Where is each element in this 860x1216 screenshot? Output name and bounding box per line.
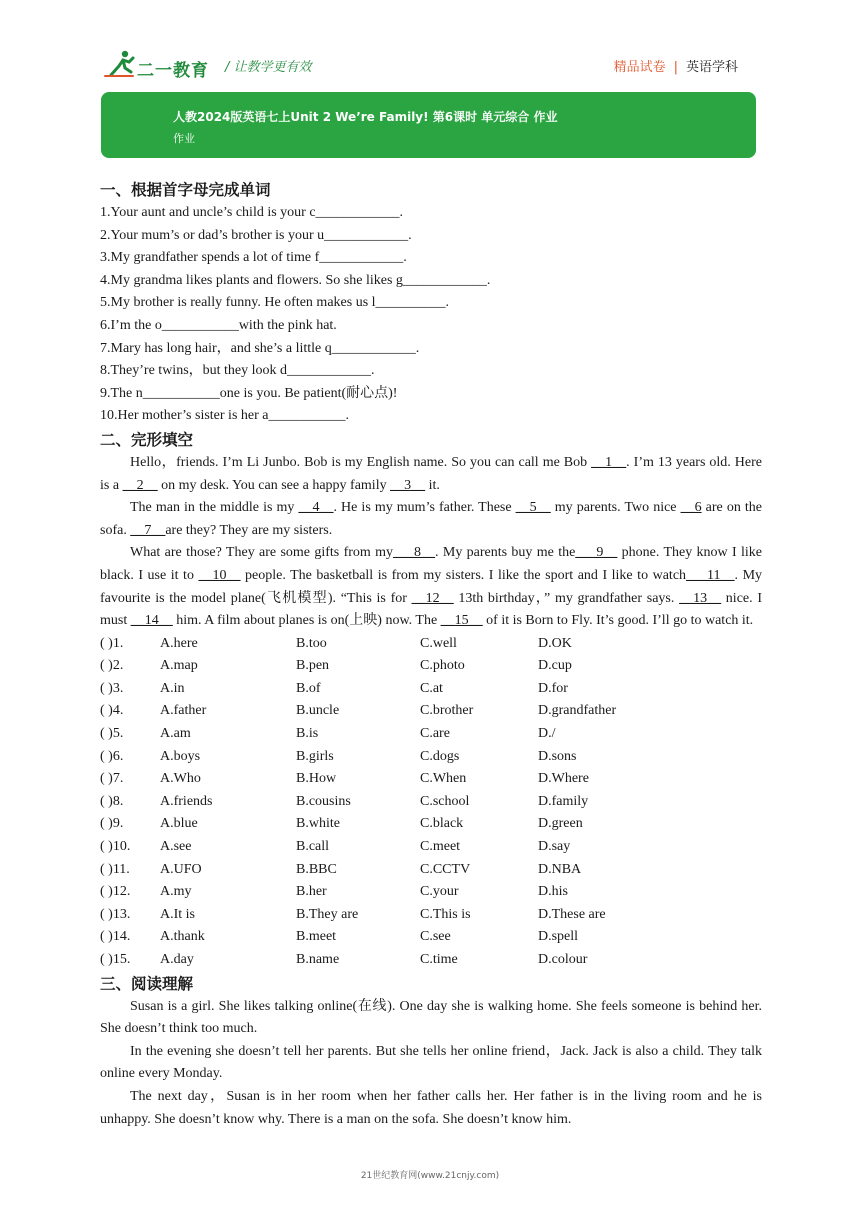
option-row <box>100 949 762 972</box>
option-row <box>100 746 762 769</box>
option-a: A.Who <box>160 771 201 787</box>
cloze-text: of it is Born to Fly. It’s good. I’ll go to watch it. <box>482 613 754 629</box>
banner-title: 人教2024版英语七上Unit 2 We’re Family! 第6课时 单元综合 作业 <box>173 110 558 124</box>
option-row <box>100 678 762 701</box>
option-b: B.her <box>296 884 327 900</box>
page-header <box>103 48 758 82</box>
option-a: A.am <box>160 726 191 742</box>
banner-subtitle: 作业 <box>173 132 195 145</box>
option-d: D./ <box>538 726 556 742</box>
option-c: C.When <box>420 771 467 787</box>
option-num: ( )2. <box>100 658 124 674</box>
cloze-text: 13th birthday，” my grandfather says. <box>453 590 680 606</box>
cloze-text: nice. I must <box>100 590 762 629</box>
cloze-blank: __7__ <box>130 522 166 538</box>
option-a: A.thank <box>160 929 205 945</box>
cloze-blank: ___11__ <box>686 567 735 583</box>
option-a: A.father <box>160 703 207 719</box>
q-item: 9.The n___________one is you. Be patient(耐心点)! <box>100 385 398 401</box>
option-a: A.It is <box>160 906 195 922</box>
option-num: ( )13. <box>100 906 131 922</box>
header-tags <box>614 56 738 75</box>
option-c: C.photo <box>420 658 465 674</box>
cloze-text: him. A film about planes is on(上映) now. The <box>172 613 441 629</box>
option-b: B.too <box>296 635 327 651</box>
option-row <box>100 723 762 746</box>
option-b: B.of <box>296 680 321 696</box>
option-c: C.black <box>420 816 464 832</box>
option-row <box>100 813 762 836</box>
cloze-text: are on the sofa. <box>100 500 762 538</box>
option-b: B.is <box>296 726 319 742</box>
cloze-paragraph-2 <box>100 497 762 542</box>
q-item: 8.They’re twins，but they look d____________. <box>100 363 375 379</box>
section-3-title: 三、阅读理解 <box>100 974 194 993</box>
option-d: D.colour <box>538 952 588 967</box>
section-1-title: 一、根据首字母完成单词 <box>100 181 271 199</box>
option-num: ( )3. <box>100 680 124 696</box>
option-b: B.name <box>296 952 340 967</box>
option-a: A.my <box>160 884 192 900</box>
q-item: 4.My grandma likes plants and flowers. So she likes g____________. <box>100 272 491 288</box>
option-c: C.This is <box>420 906 471 922</box>
title-banner <box>101 92 756 158</box>
option-d: D.family <box>538 793 589 809</box>
option-num: ( )4. <box>100 703 124 719</box>
cloze-paragraph-1 <box>100 452 762 497</box>
cloze-text: The man in the middle is my <box>130 500 299 516</box>
cloze-blank: __4__ <box>298 500 334 516</box>
option-c: C.school <box>420 793 470 809</box>
slogan: / 让教学更有效 <box>225 60 312 75</box>
reading-paragraph-1: Susan is a girl. She likes talking online(在线). One day she is walking home. She feels someone is behind her. She doesn’t think too much. <box>100 998 762 1037</box>
option-num: ( )9. <box>100 816 124 832</box>
cloze-text: phone. They know I like black. I use it to <box>100 545 762 583</box>
option-a: A.UFO <box>160 861 202 877</box>
cloze-text: on my desk. You can see a happy family <box>157 477 391 493</box>
option-num: ( )11. <box>100 861 130 877</box>
cloze-blank: __10__ <box>198 567 241 583</box>
option-num: ( )5. <box>100 726 124 742</box>
q-item: 1.Your aunt and uncle’s child is your c____________. <box>100 205 404 220</box>
option-b: B.uncle <box>296 703 340 719</box>
cloze-text: my parents. Two nice <box>550 500 681 516</box>
brand-name: 二一教育 <box>137 61 209 81</box>
cloze-blank: ___8__ <box>393 545 436 561</box>
cloze-text: . He is my mum’s father. These <box>333 500 516 516</box>
option-c: C.your <box>420 884 459 900</box>
cloze-text: . My favourite is the model plane(飞机模型). “This is for <box>100 567 763 606</box>
option-row <box>100 836 762 859</box>
q-item: 5.My brother is really funny. He often makes us l__________. <box>100 295 450 311</box>
option-a: A.friends <box>160 793 213 809</box>
option-d: D.OK <box>538 635 572 651</box>
option-row <box>100 881 762 904</box>
option-num: ( )6. <box>100 748 124 764</box>
option-c: C.time <box>420 952 458 967</box>
option-d: D.grandfather <box>538 703 617 719</box>
cloze-text: people. The basketball is from my sisters. I like the sport and I like to watch <box>240 567 687 583</box>
option-row <box>100 859 762 882</box>
cloze-text: Hello，friends. I’m Li Junbo. Bob is my English name. So you can call me Bob <box>130 454 592 470</box>
cloze-blank: __14__ <box>130 613 173 629</box>
cloze-blank: ___9__ <box>575 545 618 561</box>
option-row <box>100 926 762 949</box>
cloze-blank: __13__ <box>679 590 722 606</box>
option-d: D.Where <box>538 771 589 787</box>
option-d: D.cup <box>538 658 572 674</box>
option-a: A.in <box>160 680 185 696</box>
cloze-options <box>100 633 762 972</box>
option-c: C.CCTV <box>420 861 471 877</box>
option-b: B.pen <box>296 658 330 674</box>
option-d: D.spell <box>538 929 579 945</box>
option-d: D.his <box>538 884 568 900</box>
cloze-text: are they? They are my sisters. <box>165 522 333 538</box>
option-b: B.BBC <box>296 861 337 877</box>
option-a: A.here <box>160 635 198 651</box>
option-row <box>100 768 762 791</box>
cloze-blank: __1__ <box>591 454 627 470</box>
option-b: B.white <box>296 816 340 832</box>
option-row <box>100 791 762 814</box>
option-num: ( )15. <box>100 952 131 967</box>
tag-subject: 英语学科 <box>685 60 738 75</box>
option-d: D.These are <box>538 906 606 922</box>
option-d: D.NBA <box>538 861 582 877</box>
option-num: ( )8. <box>100 793 124 809</box>
option-b: B.cousins <box>296 793 351 809</box>
option-c: C.are <box>420 726 450 742</box>
option-b: B.They are <box>296 906 359 922</box>
q-item: 10.Her mother’s sister is her a___________. <box>100 408 349 424</box>
tag-separator: | <box>673 60 678 75</box>
option-a: A.map <box>160 658 198 674</box>
option-a: A.day <box>160 952 194 967</box>
cloze-text: . I’m 13 years old. Here is a <box>100 454 763 493</box>
cloze-blank: __6 <box>680 500 702 516</box>
cloze-text: What are those? They are some gifts from my <box>130 545 394 561</box>
option-a: A.blue <box>160 816 198 832</box>
option-c: C.dogs <box>420 748 460 764</box>
cloze-text: . My parents buy me the <box>435 545 576 561</box>
option-num: ( )1. <box>100 635 124 651</box>
reading-paragraph-3: The next day，Susan is in her room when her father calls her. Her father is in the living room and he is unhappy. She doesn’t know why. There is a man on the sofa. She doesn’t know him. <box>100 1088 762 1127</box>
option-d: D.sons <box>538 748 577 764</box>
cloze-blank: __5__ <box>515 500 551 516</box>
cloze-blank: __3__ <box>390 477 426 493</box>
option-row <box>100 633 762 656</box>
cloze-blank: __2__ <box>122 477 158 493</box>
tag-premium: 精品试卷 <box>613 60 666 75</box>
option-a: A.see <box>160 839 192 855</box>
option-row <box>100 655 762 678</box>
section-2-title: 二、完形填空 <box>100 430 194 449</box>
page-footer: 21世纪教育网(www.21cnjy.com) <box>360 1171 500 1181</box>
option-c: C.see <box>420 929 451 945</box>
cloze-blank: __15__ <box>440 613 483 629</box>
cloze-paragraph-3 <box>100 542 762 632</box>
option-c: C.at <box>420 680 443 696</box>
option-num: ( )14. <box>100 929 131 945</box>
q-item: 7.Mary has long hair，and she’s a little q____________. <box>100 340 420 356</box>
option-d: D.for <box>538 680 568 696</box>
option-a: A.boys <box>160 748 201 764</box>
option-c: C.well <box>420 635 457 651</box>
cloze-text: it. <box>425 477 440 493</box>
option-b: B.girls <box>296 748 334 764</box>
option-row <box>100 904 762 927</box>
option-b: B.How <box>296 771 337 787</box>
option-row <box>100 700 762 723</box>
q-item: 3.My grandfather spends a lot of time f____________. <box>100 250 407 266</box>
cloze-blank: __12__ <box>411 590 454 606</box>
option-b: B.call <box>296 839 330 855</box>
q-item: 6.I’m the o___________with the pink hat. <box>100 317 337 333</box>
option-c: C.meet <box>420 839 461 855</box>
q-item: 2.Your mum’s or dad’s brother is your u____________. <box>100 227 412 243</box>
option-num: ( )7. <box>100 771 124 787</box>
option-d: D.green <box>538 816 583 832</box>
option-d: D.say <box>538 839 571 855</box>
option-num: ( )10. <box>100 839 131 855</box>
option-b: B.meet <box>296 929 337 945</box>
option-c: C.brother <box>420 703 474 719</box>
reading-paragraph-2: In the evening she doesn’t tell her parents. But she tells her online friend，Jack. Jack is also a child. They talk online every Monday. <box>100 1043 762 1082</box>
worksheet-content <box>100 178 762 1131</box>
option-num: ( )12. <box>100 884 131 900</box>
